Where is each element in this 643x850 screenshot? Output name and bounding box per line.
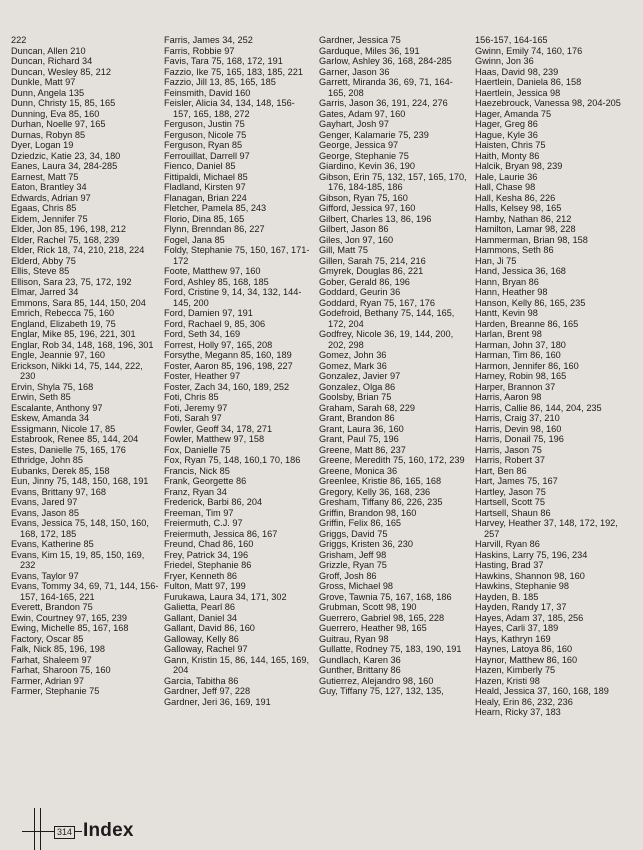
index-entry: Harmon, Jennifer 86, 160 <box>475 360 579 371</box>
index-entry: Genger, Kalamarie 75, 239 <box>319 129 429 140</box>
index-entry: Escalante, Anthony 97 <box>11 402 103 413</box>
index-entry: Flynn, Brenndan 86, 227 <box>164 224 265 234</box>
index-entry: Goddard, Geurin 36 <box>319 287 401 297</box>
index-entry: Factory, Oscar 85 <box>11 633 84 644</box>
index-entry: Gardner, Jessica 75 <box>319 35 401 45</box>
index-entry: Engle, Jeannie 97, 160 <box>11 350 105 360</box>
index-entry: Englar, Rob 34, 148, 168, 196, 301 <box>11 339 154 350</box>
index-entry: Ford, Cristine 9, 14, 34, 132, 144-145, 200 <box>164 287 302 308</box>
index-entry: Haith, Monty 86 <box>475 150 540 161</box>
index-entry: Florio, Dina 85, 165 <box>164 213 245 224</box>
index-entry: Fox, Ryan 75, 148, 160,1 70, 186 <box>164 455 301 465</box>
index-entry: Fazzio, Jill 13, 85, 165, 185 <box>164 77 276 87</box>
index-entry: Harden, Breanne 86, 165 <box>475 318 579 329</box>
index-entry: Gibson, Ryan 75, 160 <box>319 192 408 203</box>
index-entry: Hearn, Ricky 37, 183 <box>475 707 561 717</box>
index-entry: Evans, Tommy 34, 69, 71, 144, 156-157, 164-165, 221 <box>11 581 159 602</box>
index-entry: Greenlee, Kristie 86, 165, 168 <box>319 476 442 486</box>
index-entry: Hann, Heather 98 <box>475 287 548 297</box>
index-entry: Gross, Michael 98 <box>319 581 394 591</box>
index-entry: Foti, Sarah 97 <box>164 413 222 423</box>
index-entry: Eanes, Laura 34, 284-285 <box>11 161 118 171</box>
index-entry: Evans, Jessica 75, 148, 150, 160, 168, 172, 185 <box>11 518 149 539</box>
index-entry: Ewin, Courtney 97, 165, 239 <box>11 612 127 623</box>
index-entry: Hamilton, Lamar 98, 228 <box>475 224 576 234</box>
index-entry: Frank, Georgette 86 <box>164 476 247 486</box>
index-entry: Gann, Kristin 15, 86, 144, 165, 169, 204 <box>164 654 310 675</box>
index-entry: Freiermuth, Jessica 86, 167 <box>164 528 278 539</box>
index-entry: Eskew, Amanda 34 <box>11 413 90 423</box>
index-entry: Haskins, Larry 75, 196, 234 <box>475 549 588 560</box>
index-entry: Fulton, Matt 97, 199 <box>164 581 246 591</box>
index-entry: Ewing, Michelle 85, 167, 168 <box>11 623 129 633</box>
index-entry: Ford, Seth 34, 169 <box>164 329 241 339</box>
index-entry: Hart, James 75, 167 <box>475 476 558 486</box>
index-entry: Graham, Sarah 68, 229 <box>319 402 416 413</box>
index-entry: Fienco, Daniel 85 <box>164 161 236 171</box>
index-entry: Gomez, Mark 36 <box>319 360 387 371</box>
index-entry: Greene, Monica 36 <box>319 465 398 476</box>
index-entry: Hamby, Nathan 86, 212 <box>475 213 572 224</box>
index-entry: Elder, Jon 85, 196, 198, 212 <box>11 224 126 234</box>
index-entry: Fletcher, Pamela 85, 243 <box>164 203 267 213</box>
index-entry: Hartley, Jason 75 <box>475 486 546 497</box>
index-entry: Guerrero, Heather 98, 165 <box>319 623 427 633</box>
index-entry: Haas, David 98, 239 <box>475 66 559 77</box>
index-entry: Duncan, Allen 210 <box>11 45 86 56</box>
index-entry: Durhan, Noelle 97, 165 <box>11 119 106 129</box>
index-entry: Farmer, Adrian 97 <box>11 675 85 686</box>
index-entry: Garris, Jason 36, 191, 224, 276 <box>319 98 448 108</box>
index-entry: Giardino, Kevin 36, 190 <box>319 161 416 171</box>
index-entry: Feisler, Alicia 34, 134, 148, 156-157, 165, 188, 272 <box>164 98 295 119</box>
index-entry: George, Jessica 97 <box>319 140 399 150</box>
footer-rule-vertical-right <box>40 808 41 850</box>
index-entry: Ford, Damien 97, 191 <box>164 308 253 318</box>
index-entry: Hawkins, Stephanie 98 <box>475 581 569 591</box>
index-entry: Harper, Brannon 37 <box>475 381 556 392</box>
index-entry: Hager, Greg 86 <box>475 119 538 129</box>
index-entry: Emmons, Sara 85, 144, 150, 204 <box>11 297 146 308</box>
index-entry: Ervin, Shyla 75, 168 <box>11 381 94 392</box>
index-entry: Hall, Chase 98 <box>475 182 536 192</box>
index-entry: Harvill, Ryan 86 <box>475 539 540 549</box>
index-entry: Haynor, Matthew 86, 160 <box>475 654 578 665</box>
index-entry: Duncan, Richard 34 <box>11 56 93 66</box>
index-entry: Haynes, Latoya 86, 160 <box>475 644 573 654</box>
index-entry: Dziedzic, Katie 23, 34, 180 <box>11 150 121 161</box>
index-entry: Haezebrouck, Vanessa 98, 204-205 <box>475 98 621 108</box>
index-entry: Flanagan, Brian 224 <box>164 192 247 203</box>
index-entry: Garrett, Miranda 36, 69, 71, 164-165, 208 <box>319 77 453 98</box>
index-entry: Egaas, Chris 85 <box>11 203 77 213</box>
index-entry: Groff, Josh 86 <box>319 570 377 581</box>
index-entry: Evans, Kim 15, 19, 85, 150, 169, 232 <box>11 549 145 570</box>
index-entry: Hager, Amanda 75 <box>475 108 552 119</box>
index-entry: Ethridge, John 85 <box>11 455 84 465</box>
index-entry: Favis, Tara 75, 168, 172, 191 <box>164 56 283 66</box>
index-entry: Gresham, Tiffany 86, 226, 235 <box>319 497 443 507</box>
index-entry: Hasting, Brad 37 <box>475 560 544 570</box>
index-entry: Freeman, Tim 97 <box>164 507 234 518</box>
index-entry: Foote, Matthew 97, 160 <box>164 266 261 276</box>
index-entry: Farhat, Shaleem 97 <box>11 654 92 665</box>
index-entry: Harvey, Heather 37, 148, 172, 192, 257 <box>475 518 618 539</box>
index-entry: Galloway, Rachel 97 <box>164 644 248 654</box>
index-entry: 222 <box>11 35 27 45</box>
index-entry: Foldy, Stephanie 75, 150, 167, 171-172 <box>164 245 310 266</box>
index-entry: Harris, Callie 86, 144, 204, 235 <box>475 402 602 413</box>
index-entry: Ferguson, Justin 75 <box>164 119 245 129</box>
index-entry: Gayhart, Josh 97 <box>319 119 389 129</box>
index-entry: Furukawa, Laura 34, 171, 302 <box>164 591 287 602</box>
page-number: 314 <box>54 826 75 839</box>
index-entry: Guerrero, Gabriel 98, 165, 228 <box>319 612 445 623</box>
index-entry: Eidem, Jennifer 75 <box>11 213 88 224</box>
index-entry: Grant, Laura 36, 160 <box>319 423 404 434</box>
index-entry: Haisten, Chris 75 <box>475 140 546 150</box>
index-entry: Eaton, Brantley 34 <box>11 182 87 192</box>
index-entry: Hawkins, Shannon 98, 160 <box>475 570 585 581</box>
index-column-2 <box>164 35 312 707</box>
index-entry: Gullatte, Rodney 75, 183, 190, 191 <box>319 644 462 654</box>
index-entry: Hall, Kesha 86, 226 <box>475 192 556 203</box>
index-entry: Ferguson, Nicole 75 <box>164 129 247 140</box>
index-entry: Gibson, Erin 75, 132, 157, 165, 170, 176, 184-185, 186 <box>319 171 467 192</box>
index-entry: Fladland, Kirsten 97 <box>164 182 246 192</box>
index-entry: Erickson, Nikki 14, 75, 144, 222, 230 <box>11 360 143 381</box>
index-entry: Hale, Laurie 36 <box>475 171 538 182</box>
index-entry: Harris, Jason 75 <box>475 444 542 455</box>
index-entry: Gallant, David 86, 160 <box>164 623 255 633</box>
index-entry: Garduque, Miles 36, 191 <box>319 45 420 56</box>
index-entry: Ford, Rachael 9, 85, 306 <box>164 318 266 329</box>
index-entry: Gundlach, Karen 36 <box>319 654 401 665</box>
index-entry: Hartsell, Shaun 86 <box>475 507 551 518</box>
index-entry: Eun, Jinny 75, 148, 150, 168, 191 <box>11 476 149 486</box>
index-column-1 <box>11 35 159 697</box>
index-entry: Falk, Nick 85, 196, 198 <box>11 644 105 654</box>
index-entry: Francis, Nick 85 <box>164 465 230 476</box>
index-entry: Forsythe, Megann 85, 160, 189 <box>164 350 292 360</box>
index-entry: Feinsmith, David 160 <box>164 87 251 98</box>
index-entry: Evans, Katherine 85 <box>11 539 94 549</box>
index-entry: Grisham, Jeff 98 <box>319 549 387 560</box>
index-entry: Gates, Adam 97, 160 <box>319 108 406 119</box>
index-entry: Hammerman, Brian 98, 158 <box>475 234 588 245</box>
index-entry: Hayden, Randy 17, 37 <box>475 602 567 612</box>
index-entry: Freiermuth, C.J. 97 <box>164 518 243 528</box>
index-entry: Healy, Erin 86, 232, 236 <box>475 696 573 707</box>
index-entry: Emrich, Rebecca 75, 160 <box>11 308 115 318</box>
index-entry: Dunkle, Matt 97 <box>11 77 76 87</box>
index-entry: Greene, Matt 86, 237 <box>319 444 406 455</box>
index-entry: Essigmann, Nicole 17, 85 <box>11 423 116 434</box>
index-entry: Farris, James 34, 252 <box>164 35 253 45</box>
index-entry: Hazen, Kristi 98 <box>475 675 540 686</box>
index-entry: Ferrouillat, Darrell 97 <box>164 150 250 161</box>
index-entry: Gwinn, Jon 36 <box>475 56 534 66</box>
index-entry: Frey, Patrick 34, 196 <box>164 549 249 560</box>
index-entry: Ford, Ashley 85, 168, 185 <box>164 276 269 287</box>
index-entry: Harris, Donail 75, 196 <box>475 434 564 444</box>
index-entry: Gwinn, Emily 74, 160, 176 <box>475 45 583 56</box>
index-entry: Fryer, Kenneth 86 <box>164 570 238 581</box>
index-entry: Dunn, Angela 135 <box>11 87 85 98</box>
index-entry: Englar, Mike 85, 196, 221, 301 <box>11 329 136 339</box>
index-entry: Gardner, Jeri 36, 169, 191 <box>164 696 271 707</box>
index-entry: Estes, Danielle 75, 165, 176 <box>11 444 126 455</box>
index-entry: Harney, Robin 98, 165 <box>475 371 567 381</box>
index-entry: Grant, Paul 75, 196 <box>319 434 399 444</box>
index-entry: Frederick, Barbi 86, 204 <box>164 497 263 507</box>
index-entry: Greene, Meredith 75, 160, 172, 239 <box>319 455 465 465</box>
index-entry: Fowler, Geoff 34, 178, 271 <box>164 423 273 434</box>
index-entry: Foster, Zach 34, 160, 189, 252 <box>164 381 290 392</box>
index-entry: Grubman, Scott 98, 190 <box>319 602 417 612</box>
index-entry: Gillen, Sarah 75, 214, 216 <box>319 255 426 266</box>
index-entry: Hammons, Seth 86 <box>475 245 554 255</box>
index-entry: Grizzle, Ryan 75 <box>319 560 387 570</box>
index-entry: Galietta, Pearl 86 <box>164 602 235 612</box>
index-entry: Hart, Ben 86 <box>475 465 527 476</box>
index-entry: Griggs, David 75 <box>319 528 388 539</box>
index-entry: Garcia, Tabitha 86 <box>164 675 239 686</box>
index-entry: Harman, John 37, 180 <box>475 339 566 350</box>
index-entry: Gober, Gerald 86, 196 <box>319 276 410 287</box>
index-entry: Ellison, Sara 23, 75, 172, 192 <box>11 276 132 287</box>
index-entry: Foti, Jeremy 97 <box>164 402 228 413</box>
index-entry: Gregory, Kelly 36, 168, 236 <box>319 486 431 497</box>
index-entry: Elmar, Jarred 34 <box>11 287 79 297</box>
index-entry: Hague, Kyle 36 <box>475 129 538 140</box>
index-entry: Evans, Taylor 97 <box>11 570 79 581</box>
index-entry: Hayes, Adam 37, 185, 256 <box>475 612 584 623</box>
section-label: Index <box>83 820 134 841</box>
index-entry: Everett, Brandon 75 <box>11 602 93 612</box>
footer-rule-vertical-left <box>34 808 35 850</box>
index-entry: Griggs, Kristen 36, 230 <box>319 539 413 549</box>
index-entry: Farhat, Sharoon 75, 160 <box>11 665 111 675</box>
index-entry: Evans, Brittany 97, 168 <box>11 486 106 497</box>
index-entry: Edwards, Adrian 97 <box>11 192 91 203</box>
index-entry: Heald, Jessica 37, 160, 168, 189 <box>475 686 609 696</box>
index-entry: Guy, Tiffany 75, 127, 132, 135, <box>319 686 444 696</box>
index-entry: Haertlein, Jessica 98 <box>475 87 561 98</box>
index-entry: Fowler, Matthew 97, 158 <box>164 434 265 444</box>
index-entry: Hartsell, Scott 75 <box>475 497 545 507</box>
index-entry: Gilbert, Jason 86 <box>319 224 389 234</box>
index-entry: Griffin, Brandon 98, 160 <box>319 507 417 518</box>
index-entry: Estabrook, Renee 85, 144, 204 <box>11 434 139 444</box>
index-entry: Evans, Jared 97 <box>11 497 78 507</box>
index-entry: Gardner, Jeff 97, 228 <box>164 686 251 696</box>
index-entry: Durnas, Robyn 85 <box>11 129 86 140</box>
index-entry: Harris, Devin 98, 160 <box>475 423 562 434</box>
index-entry: Ferguson, Ryan 85 <box>164 140 243 150</box>
index-entry: Harlan, Brent 98 <box>475 329 542 339</box>
index-entry: Hayden, B. 185 <box>475 591 539 602</box>
index-entry: Eubanks, Derek 85, 158 <box>11 465 110 476</box>
index-entry: Gifford, Jessica 97, 160 <box>319 203 416 213</box>
index-entry: Han, Ji 75 <box>475 255 517 266</box>
index-entry: Fox, Danielle 75 <box>164 444 231 455</box>
index-entry: Hays, Kathryn 169 <box>475 633 551 644</box>
index-entry: Godfrey, Nicole 36, 19, 144, 200, 202, 298 <box>319 329 454 350</box>
index-entry: Foster, Aaron 85, 196, 198, 227 <box>164 360 293 371</box>
index-entry: Dyer, Logan 19 <box>11 140 74 150</box>
index-entry: Franz, Ryan 34 <box>164 486 227 497</box>
index-entry: Giles, Jon 97, 160 <box>319 234 394 245</box>
index-entry: Harris, Aaron 98 <box>475 392 542 402</box>
index-entry: Gmyrek, Douglas 86, 221 <box>319 266 424 276</box>
index-entry: Grant, Brandon 86 <box>319 413 395 423</box>
index-entry: Grove, Tawnia 75, 167, 168, 186 <box>319 591 452 602</box>
index-entry: Farris, Robbie 97 <box>164 45 235 56</box>
index-entry: Gutierrez, Alejandro 98, 160 <box>319 675 434 686</box>
index-entry: Elder, Rick 18, 74, 210, 218, 224 <box>11 245 145 255</box>
page-footer <box>22 800 152 850</box>
index-entry: Hazen, Kimberly 75 <box>475 665 556 675</box>
index-column-4 <box>475 35 625 718</box>
index-entry: Godefroid, Bethany 75, 144, 165, 172, 204 <box>319 308 455 329</box>
index-entry: Hanson, Kelly 86, 165, 235 <box>475 297 586 308</box>
index-entry: Elder, Rachel 75, 168, 239 <box>11 234 120 245</box>
index-entry: Hayes, Carli 37, 189 <box>475 623 559 633</box>
index-entry: George, Stephanie 75 <box>319 150 409 161</box>
index-entry: Foti, Chris 85 <box>164 392 219 402</box>
index-entry: Elderd, Abby 75 <box>11 255 76 266</box>
index-entry: Dunning, Eva 85, 160 <box>11 108 100 119</box>
index-entry: Harman, Tim 86, 160 <box>475 350 561 360</box>
index-entry: Duncan, Wesley 85, 212 <box>11 66 111 77</box>
index-entry: Freund, Chad 86, 160 <box>164 539 254 549</box>
index-entry: Harris, Robert 37 <box>475 455 545 465</box>
index-entry: Fazzio, Ike 75, 165, 183, 185, 221 <box>164 66 303 77</box>
index-entry: Foster, Heather 97 <box>164 371 241 381</box>
index-entry: Gilbert, Charles 13, 86, 196 <box>319 213 432 224</box>
index-column-3 <box>319 35 467 697</box>
index-entry: Gonzalez, Olga 86 <box>319 381 396 392</box>
index-entry: Gill, Matt 75 <box>319 245 369 255</box>
index-entry: Griffin, Felix 86, 165 <box>319 518 402 528</box>
index-entry: Evans, Jason 85 <box>11 507 79 518</box>
index-entry: Haertlein, Daniela 86, 158 <box>475 77 582 87</box>
index-entry: Erwin, Seth 85 <box>11 392 71 402</box>
index-entry: Garner, Jason 36 <box>319 66 390 77</box>
index-entry: Fogel, Jana 85 <box>164 234 225 245</box>
index-entry: Farmer, Stephanie 75 <box>11 686 100 696</box>
index-entry: Earnest, Matt 75 <box>11 171 79 182</box>
index-entry: Gunther, Brittany 86 <box>319 665 401 675</box>
index-entry: Harris, Craig 37, 210 <box>475 413 560 423</box>
index-entry: Gomez, John 36 <box>319 350 387 360</box>
index-entry: Gonzalez, Javier 97 <box>319 371 401 381</box>
index-entry: Gallant, Daniel 34 <box>164 612 238 623</box>
index-entry: Friedel, Stephanie 86 <box>164 560 252 570</box>
index-entry: England, Elizabeth 19, 75 <box>11 318 116 329</box>
index-entry: Hantt, Kevin 98 <box>475 308 538 318</box>
index-entry: Forrest, Holly 97, 165, 208 <box>164 339 273 350</box>
index-entry: Hand, Jessica 36, 168 <box>475 266 566 276</box>
index-entry: Goddard, Ryan 75, 167, 176 <box>319 297 435 308</box>
index-entry: Garlow, Ashley 36, 168, 284-285 <box>319 56 452 66</box>
index-entry: Hann, Bryan 86 <box>475 276 539 287</box>
index-entry: Halls, Kelsey 98, 165 <box>475 203 562 213</box>
index-entry: 156-157, 164-165 <box>475 35 548 45</box>
index-entry: Ellis, Steve 85 <box>11 266 70 276</box>
index-entry: Fittipaldi, Michael 85 <box>164 171 248 182</box>
index-entry: Halcik, Bryan 98, 239 <box>475 161 563 171</box>
index-entry: Guitrau, Ryan 98 <box>319 633 389 644</box>
index-entry: Dunn, Christy 15, 85, 165 <box>11 98 116 108</box>
index-entry: Galloway, Kelly 86 <box>164 633 239 644</box>
index-entry: Goolsby, Brian 75 <box>319 392 392 402</box>
